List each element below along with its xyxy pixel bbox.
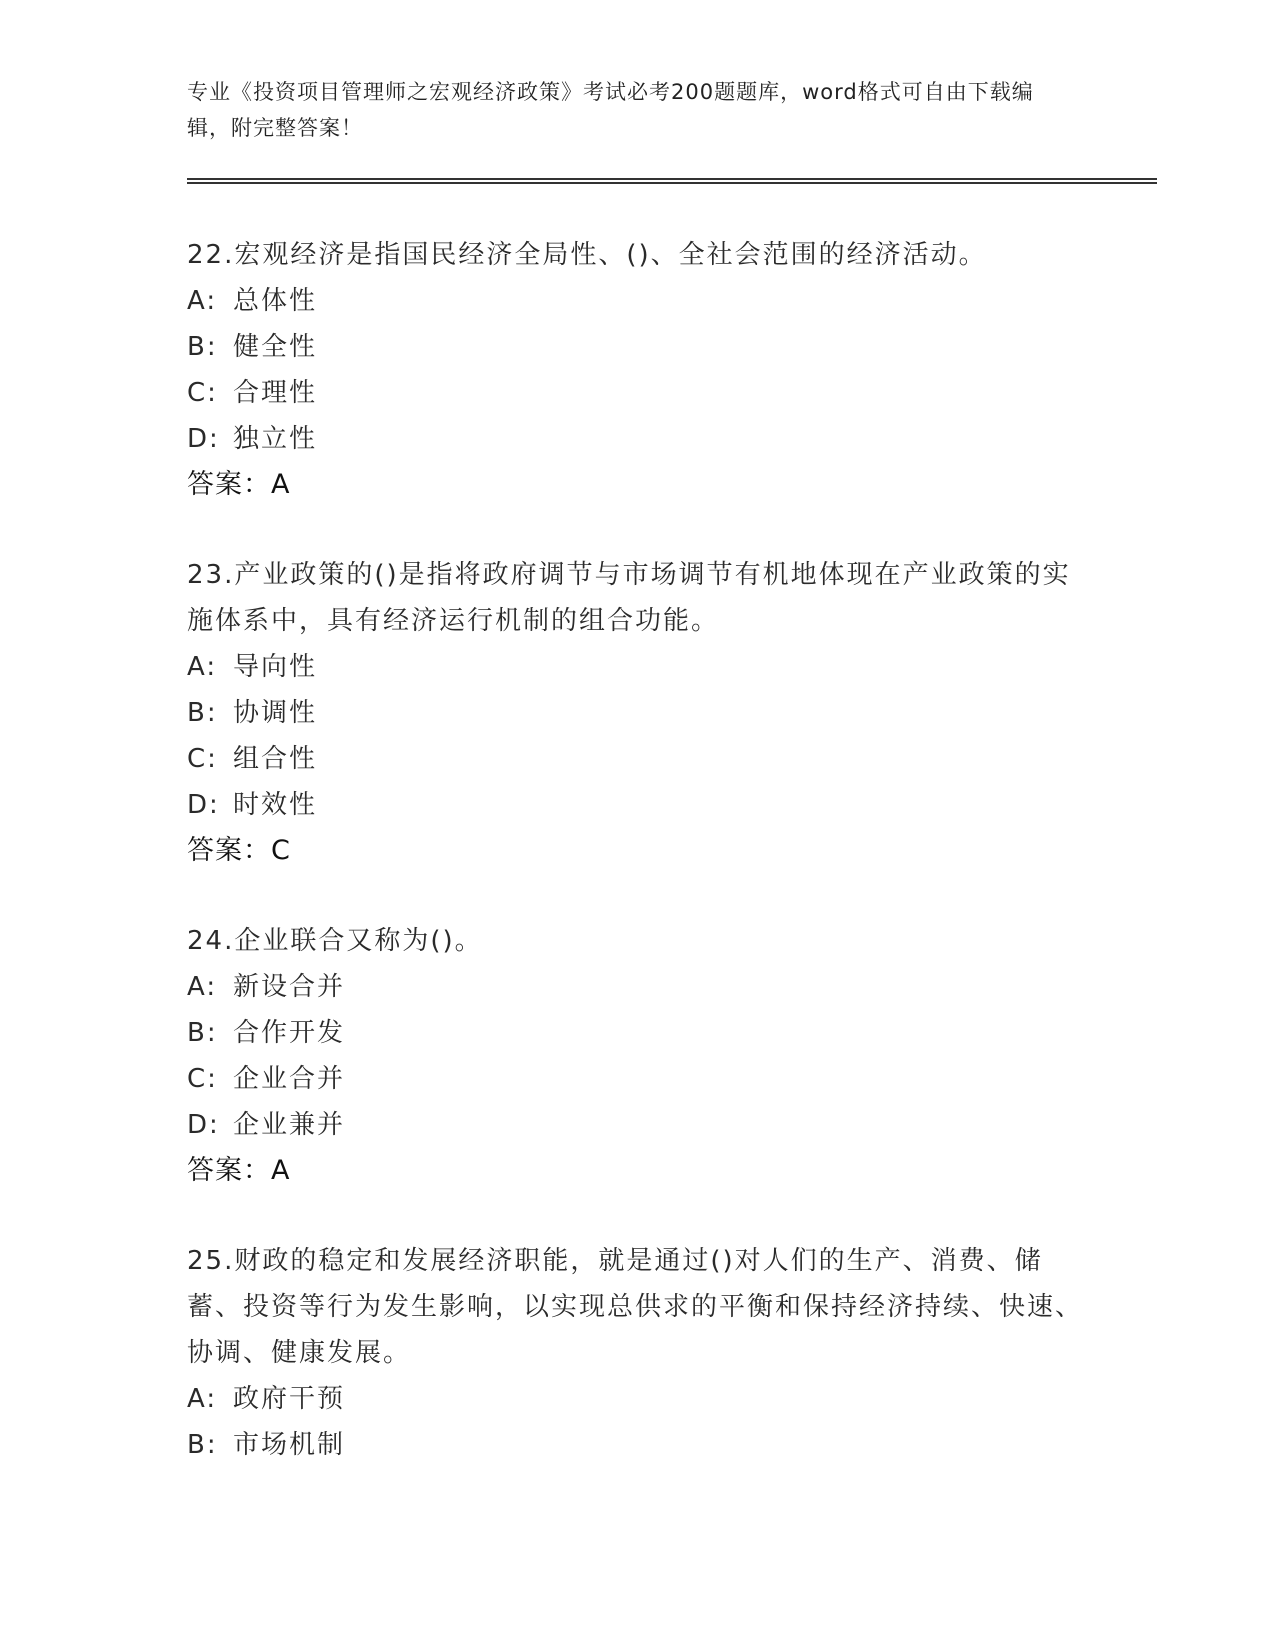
option-key: D:: [187, 790, 220, 820]
option-text: 合理性: [233, 378, 318, 408]
question-24: [187, 918, 1087, 1194]
option-d: [187, 416, 1087, 462]
question-stem: 22.宏观经济是指国民经济全局性、()、全社会范围的经济活动。: [187, 240, 987, 270]
option-text: 新设合并: [233, 972, 346, 1002]
option-text: 企业兼并: [233, 1110, 346, 1140]
answer-line: 答案：A: [187, 1155, 291, 1186]
option-key: B:: [187, 698, 218, 728]
option-text: 总体性: [233, 286, 318, 316]
question-23: [187, 552, 1087, 874]
option-key: A:: [187, 286, 218, 316]
option-text: 导向性: [233, 652, 318, 682]
option-key: C:: [187, 378, 218, 408]
option-key: D:: [187, 424, 220, 454]
option-c: [187, 736, 1087, 782]
option-a: [187, 644, 1087, 690]
option-a: [187, 278, 1087, 324]
question-stem: 23.产业政策的()是指将政府调节与市场调节有机地体现在产业政策的实施体系中，具有经济运行机制的组合功能。: [187, 560, 1071, 636]
option-text: 合作开发: [233, 1018, 346, 1048]
option-text: 健全性: [233, 332, 318, 362]
document-title: 专业《投资项目管理师之宏观经济政策》考试必考200题题库，word格式可自由下载编辑，附完整答案！: [187, 80, 1034, 140]
option-text: 企业合并: [233, 1064, 346, 1094]
option-key: A:: [187, 972, 218, 1002]
option-b: [187, 1422, 1087, 1468]
question-stem: 25.财政的稳定和发展经济职能，就是通过()对人们的生产、消费、储蓄、投资等行为发生影响，以实现总供求的平衡和保持经济持续、快速、协调、健康发展。: [187, 1246, 1084, 1368]
question-22: [187, 232, 1087, 508]
option-text: 时效性: [233, 790, 318, 820]
option-d: [187, 782, 1087, 828]
option-d: [187, 1102, 1087, 1148]
answer-line: 答案：A: [187, 469, 291, 500]
option-key: A:: [187, 1384, 218, 1414]
option-key: A:: [187, 652, 218, 682]
option-text: 独立性: [233, 424, 318, 454]
option-b: [187, 1010, 1087, 1056]
option-text: 政府干预: [233, 1384, 346, 1414]
question-list: [187, 232, 1087, 1512]
answer-line: 答案：C: [187, 835, 291, 866]
option-key: B:: [187, 332, 218, 362]
header-divider: [187, 178, 1157, 184]
option-b: [187, 690, 1087, 736]
option-a: [187, 1376, 1087, 1422]
option-text: 组合性: [233, 744, 318, 774]
option-key: B:: [187, 1018, 218, 1048]
question-25: [187, 1238, 1087, 1468]
document-header: [187, 74, 1067, 146]
option-c: [187, 1056, 1087, 1102]
option-key: C:: [187, 744, 218, 774]
option-a: [187, 964, 1087, 1010]
option-b: [187, 324, 1087, 370]
option-text: 市场机制: [233, 1430, 346, 1460]
option-c: [187, 370, 1087, 416]
option-key: C:: [187, 1064, 218, 1094]
option-text: 协调性: [233, 698, 318, 728]
option-key: D:: [187, 1110, 220, 1140]
question-stem: 24.企业联合又称为()。: [187, 926, 483, 956]
option-key: B:: [187, 1430, 218, 1460]
